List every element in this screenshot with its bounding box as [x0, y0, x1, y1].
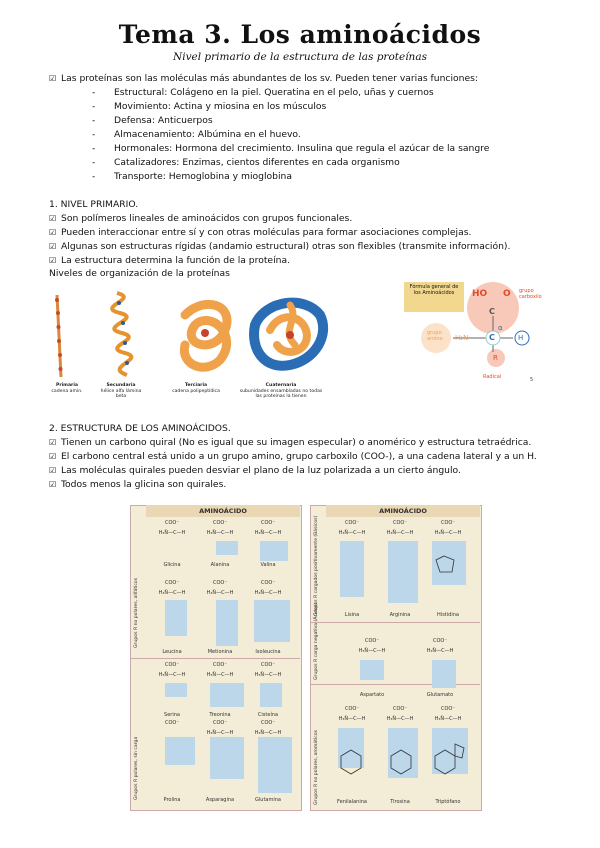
aa-name: Valina: [260, 562, 276, 568]
coo-label: COO⁻: [364, 638, 379, 644]
coo-label: COO⁻: [164, 662, 179, 668]
radical-label: Radical: [483, 374, 502, 380]
aa-name: Glicina: [163, 562, 181, 568]
side-chain-box: [210, 737, 244, 779]
section1-point: ☑ La estructura determina la función de la proteína.: [49, 255, 291, 266]
aa-name: Isoleucina: [255, 649, 281, 655]
section1-heading: 1. NIVEL PRIMARIO.: [49, 199, 139, 210]
backbone-formula: H₃N̈—C—H: [158, 530, 186, 536]
backbone-formula: H₃N̈—C—H: [254, 590, 282, 596]
group-label: Grupos R cargados positivamente (Básicos): [314, 515, 319, 616]
aa-name: Treonina: [209, 712, 231, 718]
side-chain-box: [216, 541, 238, 555]
section2-point: ☑ Todos menos la glicina son quirales.: [49, 479, 227, 490]
coo-label: COO⁻: [212, 720, 227, 726]
aa-name: Alanina: [210, 562, 230, 568]
checkbox-bullet-icon: ☑: [49, 242, 57, 251]
formula-h2n: H₂N: [455, 334, 469, 342]
side-chain-box: [254, 600, 290, 642]
aa-name: Serina: [164, 712, 180, 718]
section1-point: ☑ Pueden interaccionar entre sí y con otras moléculas para formar asociaciones complejas.: [49, 227, 472, 238]
coo-label: COO⁻: [164, 720, 179, 726]
aa-name: Arginina: [389, 612, 411, 618]
coo-label: COO⁻: [260, 580, 275, 586]
coo-label: COO⁻: [260, 662, 275, 668]
level-quaternary-label: Cuaternaria subunidades ensambladas no todas las proteínas la tienen: [239, 383, 323, 399]
coo-label: COO⁻: [260, 720, 275, 726]
formula-alpha: α: [498, 324, 503, 332]
protein-levels-figure: [45, 285, 345, 385]
backbone-formula: H₃N̈—C—H: [338, 530, 366, 536]
formula-c-alpha: C: [489, 333, 495, 342]
checkbox-bullet-icon: ☑: [49, 228, 57, 237]
backbone-formula: H₃N̈—C—H: [158, 590, 186, 596]
function-item: - Hormonales: Hormona del crecimiento. Insulina que regula el azúcar de la sangre: [92, 143, 490, 154]
aa-name: Glutamato: [426, 692, 454, 698]
coo-label: COO⁻: [392, 706, 407, 712]
backbone-formula: H₃N̈—C—H: [386, 716, 414, 722]
checkbox-bullet-icon: ☑: [49, 74, 57, 83]
checkbox-bullet-icon: ☑: [49, 438, 57, 447]
side-chain-box: [260, 683, 282, 707]
formula-h: H: [518, 334, 524, 342]
aa-name: Histidina: [437, 612, 459, 618]
coo-label: COO⁻: [212, 580, 227, 586]
side-chain-box: [216, 600, 238, 646]
backbone-formula: H₃N̈—C—H: [434, 716, 462, 722]
side-chain-box: [165, 600, 187, 636]
backbone-formula: H₃N̈—C—H: [338, 716, 366, 722]
aa-name: Triptófano: [435, 799, 461, 805]
backbone-formula: H₃N̈—C—H: [206, 530, 234, 536]
divider: [130, 658, 300, 659]
side-chain-box: [165, 683, 187, 697]
group-label: Grupos R no polares, alifáticos: [134, 577, 139, 648]
function-item: - Catalizadores: Enzimas, cientos diferentes en cada organismo: [92, 157, 400, 168]
checkbox-bullet-icon: ☑: [49, 466, 57, 475]
table-right-header: AMINOÁCIDO: [326, 505, 480, 517]
section2-point: ☑ Las moléculas quirales pueden desviar el plano de la luz polarizada a un cierto ángulo.: [49, 465, 461, 476]
coo-label: COO⁻: [260, 520, 275, 526]
page-title: Tema 3. Los aminoácidos: [118, 20, 482, 49]
formula-o: O: [503, 289, 511, 299]
intro-line: ☑ Las proteínas son las moléculas más abundantes de los sv. Pueden tener varias funciones:: [49, 73, 479, 84]
table-left-header: AMINOÁCIDO: [146, 505, 300, 517]
section2-point: ☑ El carbono central está unido a un grupo amino, grupo carboxilo (COO-), a una cadena lateral y a un H.: [49, 451, 537, 462]
backbone-formula: H₃N̈—C—H: [206, 672, 234, 678]
group-label: Grupos R polares, sin carga: [134, 736, 139, 800]
page-subtitle: Nivel primario de la estructura de las proteínas: [173, 51, 427, 63]
group-label: Grupos R no polares, aromáticos: [314, 729, 319, 805]
backbone-formula: H₃N̈—C—H: [358, 648, 386, 654]
carboxyl-label: grupo carboxilo: [519, 288, 542, 300]
aa-name: Fenilalanina: [337, 799, 367, 805]
side-chain-box: [165, 737, 195, 765]
coo-label: COO⁻: [164, 580, 179, 586]
amino-label: grupo amino: [427, 330, 443, 342]
backbone-formula: H₃N̈—C—H: [254, 672, 282, 678]
coo-label: COO⁻: [212, 662, 227, 668]
checkbox-bullet-icon: ☑: [49, 256, 57, 265]
side-chain-box: [210, 683, 244, 707]
function-item: - Defensa: Anticuerpos: [92, 115, 213, 126]
side-chain-box: [258, 737, 292, 793]
aa-name: Leucina: [162, 649, 182, 655]
section1-point: ☑ Son polímeros lineales de aminoácidos con grupos funcionales.: [49, 213, 353, 224]
coo-label: COO⁻: [440, 706, 455, 712]
aa-name: Cisteína: [257, 712, 279, 718]
coo-label: COO⁻: [164, 520, 179, 526]
aa-name: Tirosina: [390, 799, 410, 805]
section1-point: ☑ Algunas son estructuras rígidas (andamio estructural) otras son flexibles (transmite información).: [49, 241, 511, 252]
checkbox-bullet-icon: ☑: [49, 214, 57, 223]
coo-label: COO⁻: [440, 520, 455, 526]
coo-label: COO⁻: [432, 638, 447, 644]
coo-label: COO⁻: [344, 520, 359, 526]
aa-name: Prolina: [163, 797, 181, 803]
aromatic-rings: [300, 500, 500, 820]
coo-label: COO⁻: [212, 520, 227, 526]
formula-c1: C: [489, 307, 495, 316]
formula-ho: HO: [472, 289, 488, 299]
level-tertiary-label: Terciaria cadena polipeptídica: [172, 383, 220, 394]
backbone-formula: H₃N̈—C—H: [206, 590, 234, 596]
checkbox-bullet-icon: ☑: [49, 452, 57, 461]
backbone-formula: H₃N̈—C—H: [254, 530, 282, 536]
backbone-formula: H₃N̈—C—H: [386, 530, 414, 536]
backbone-formula: H₃N̈—C—H: [206, 730, 234, 736]
coo-label: COO⁻: [392, 520, 407, 526]
function-item: - Movimiento: Actina y miosina en los músculos: [92, 101, 327, 112]
function-item: - Estructural: Colágeno en la piel. Queratina en el pelo, uñas y cuernos: [92, 87, 434, 98]
primary-structure-image: [55, 295, 63, 377]
aa-name: Aspartato: [359, 692, 385, 698]
levels-heading: Niveles de organización de la proteínas: [49, 268, 230, 279]
checkbox-bullet-icon: ☑: [49, 480, 57, 489]
level-secondary-label: Secundaria hélice alfa lámina beta: [100, 383, 142, 399]
backbone-formula: H₃N̈—C—H: [158, 672, 186, 678]
aa-name: Metionina: [207, 649, 233, 655]
aa-name: Glutamina: [255, 797, 281, 803]
level-primary-label: Primaria cadena amin.: [51, 383, 83, 394]
aa-name: Asparagina: [205, 797, 235, 803]
group-label: Grupos R carga negativa (Ácidos): [314, 602, 319, 680]
aa-name: Lisina: [344, 612, 360, 618]
backbone-formula: H₃N̈—C—H: [426, 648, 454, 654]
function-item: - Almacenamiento: Albúmina en el huevo.: [92, 129, 301, 140]
coo-label: COO⁻: [344, 706, 359, 712]
formula-r: R: [493, 354, 498, 362]
side-chain-box: [260, 541, 288, 561]
backbone-formula: H₃N̈—C—H: [434, 530, 462, 536]
figure-page-number: 5: [530, 377, 534, 383]
section2-heading: 2. ESTRUCTURA DE LOS AMINOÁCIDOS.: [49, 423, 231, 434]
backbone-formula: H₃N̈—C—H: [254, 730, 282, 736]
function-item: - Transporte: Hemoglobina y mioglobina: [92, 171, 292, 182]
formula-title: Fórmula general de los Aminoácidos: [409, 284, 459, 296]
section2-point: ☑ Tienen un carbono quiral (No es igual que su imagen especular) o anomérico y estructura tetraédrica.: [49, 437, 532, 448]
